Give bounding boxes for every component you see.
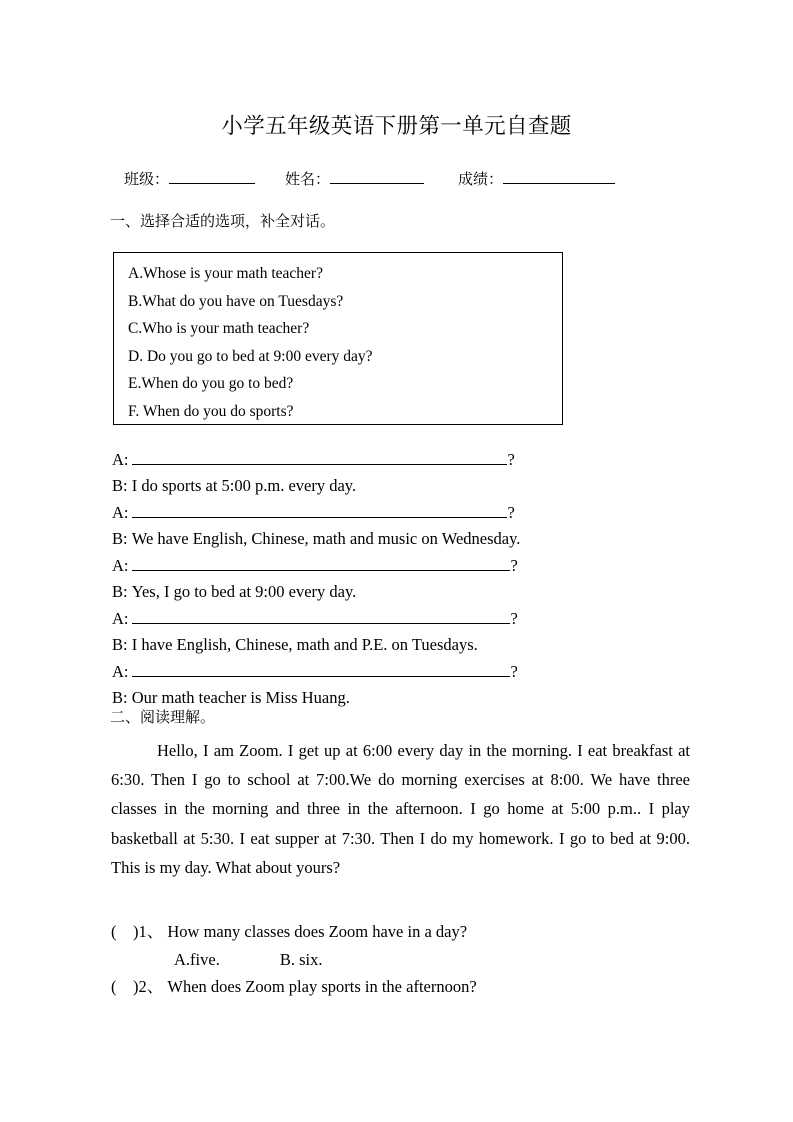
option-item[interactable]: E.When do you go to bed? bbox=[128, 375, 294, 392]
name-blank[interactable] bbox=[330, 166, 424, 184]
dialogue-text: Yes, I go to bed at 9:00 every day. bbox=[131, 581, 357, 601]
option-item[interactable]: F. When do you do sports? bbox=[128, 402, 294, 420]
speaker-label: B: bbox=[112, 475, 128, 495]
score-blank[interactable] bbox=[503, 166, 615, 184]
student-info-row bbox=[124, 166, 724, 194]
option-item[interactable]: B.What do you have on Tuesdays? bbox=[128, 292, 344, 310]
line-suffix: ? bbox=[510, 609, 518, 628]
answer-blank[interactable] bbox=[132, 499, 507, 518]
dialogue-line bbox=[112, 446, 712, 473]
question-number: 2、 bbox=[138, 977, 164, 996]
dialogue-line bbox=[112, 632, 712, 659]
answer-paren-close[interactable]: ) bbox=[133, 977, 139, 996]
choice-option[interactable]: A.five. bbox=[174, 949, 220, 969]
speaker-label: B: bbox=[112, 528, 128, 548]
dialogue-text: I do sports at 5:00 p.m. every day. bbox=[131, 475, 357, 495]
option-item[interactable]: C.Who is your math teacher? bbox=[128, 320, 310, 337]
class-blank[interactable] bbox=[169, 166, 255, 184]
speaker-label: B: bbox=[112, 581, 128, 601]
dialogue-text: We have English, Chinese, math and music on Wednesday. bbox=[131, 528, 521, 548]
line-suffix: ? bbox=[510, 556, 518, 575]
answer-blank[interactable] bbox=[132, 658, 510, 677]
class-label: 班级： bbox=[124, 170, 170, 188]
class-field[interactable] bbox=[124, 166, 255, 191]
comprehension-questions bbox=[111, 918, 711, 1001]
question-item bbox=[111, 973, 711, 1001]
line-suffix: ? bbox=[507, 503, 515, 522]
score-field[interactable] bbox=[458, 166, 615, 191]
section-1-heading: 一、选择合适的选项，补全对话。 bbox=[110, 212, 336, 230]
score-label: 成绩： bbox=[458, 170, 504, 188]
speaker-label: B: bbox=[112, 634, 128, 654]
section-2-heading: 二、阅读理解。 bbox=[110, 708, 216, 726]
speaker-label: A: bbox=[112, 450, 129, 469]
answer-blank[interactable] bbox=[132, 605, 510, 624]
dialogue-line bbox=[112, 473, 712, 500]
line-suffix: ? bbox=[507, 450, 515, 469]
dialogue-line bbox=[112, 605, 712, 632]
options-box bbox=[113, 252, 563, 425]
page-title: 小学五年级英语下册第一单元自查题 bbox=[221, 114, 572, 139]
answer-paren-open: ( bbox=[111, 922, 117, 941]
dialogue-block bbox=[112, 446, 712, 711]
dialogue-line bbox=[112, 552, 712, 579]
speaker-label: A: bbox=[112, 609, 129, 628]
name-label: 姓名： bbox=[285, 170, 331, 188]
reading-passage: Hello, I am Zoom. I get up at 6:00 every day in the morning. I eat breakfast at 6:30. Then I go to school at 7:00.We do morning exercises at 8:00. We have three classes in the morning and three in the afternoon. I go home at 5:00 p.m.. I play basketball at 5:30. I eat supper at 7:30. Then I do my homework. I go to bed at 9:00. This is my day. What about yours? bbox=[111, 741, 690, 877]
question-item bbox=[111, 918, 711, 946]
dialogue-line bbox=[112, 499, 712, 526]
dialogue-text: Our math teacher is Miss Huang. bbox=[131, 687, 350, 707]
question-choices bbox=[111, 946, 711, 974]
answer-paren-open: ( bbox=[111, 977, 117, 996]
answer-blank[interactable] bbox=[132, 552, 510, 571]
options-list bbox=[128, 260, 556, 425]
speaker-label: A: bbox=[112, 503, 129, 522]
question-text: When does Zoom play sports in the afternoon? bbox=[167, 977, 477, 996]
option-item[interactable]: A.Whose is your math teacher? bbox=[128, 265, 323, 282]
name-field[interactable] bbox=[285, 166, 424, 191]
dialogue-line bbox=[112, 526, 712, 553]
speaker-label: B: bbox=[112, 687, 128, 707]
line-suffix: ? bbox=[510, 662, 518, 681]
dialogue-line bbox=[112, 658, 712, 685]
dialogue-text: I have English, Chinese, math and P.E. on Tuesdays. bbox=[131, 634, 478, 654]
answer-paren-close[interactable]: ) bbox=[133, 922, 139, 941]
dialogue-line bbox=[112, 579, 712, 606]
question-number: 1、 bbox=[138, 922, 164, 941]
question-text: How many classes does Zoom have in a day? bbox=[167, 922, 468, 941]
speaker-label: A: bbox=[112, 662, 129, 681]
choice-option[interactable]: B. six. bbox=[279, 949, 323, 969]
option-item[interactable]: D. Do you go to bed at 9:00 every day? bbox=[128, 347, 373, 365]
answer-blank[interactable] bbox=[132, 446, 507, 465]
speaker-label: A: bbox=[112, 556, 129, 575]
